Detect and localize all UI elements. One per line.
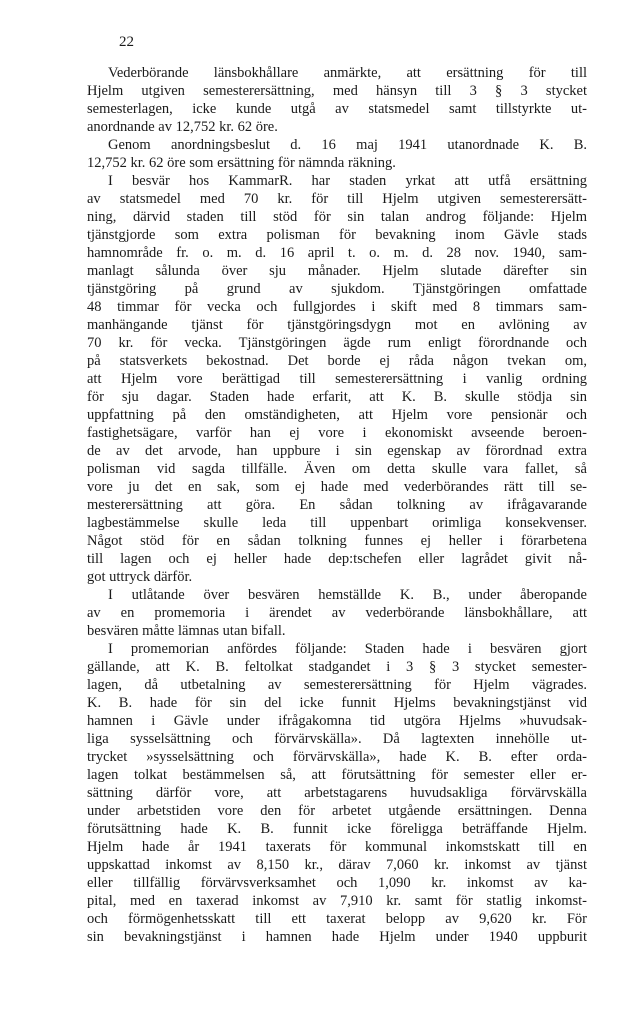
text-line: sättning därför vore, att arbetstagarens huvudsakliga förvärvskälla xyxy=(87,785,587,801)
text-line: och förmögenhetsskatt till ett taxerat belopp av 9,620 kr. För xyxy=(87,911,587,927)
text-line: Hjelm utgiven semesterersättning, med hänsyn till 3 § 3 stycket xyxy=(87,83,587,99)
text-line: eller tillfällig förvärvsverksamhet och 1,090 kr. inkomst av ka- xyxy=(87,875,587,891)
text-line: I besvär hos KammarR. har staden yrkat att utfå ersättning xyxy=(108,173,587,189)
text-line: manhängande tjänst för tjänstgöringsdygn mot en avlöning av xyxy=(87,317,587,333)
text-line: förutsättning hade K. B. funnit icke föreligga beträffande Hjelm. xyxy=(87,821,587,837)
text-line: Något stöd för en sådan tolkning funnes ej heller i förarbetena xyxy=(87,533,587,549)
text-line: anordnande av 12,752 kr. 62 öre. xyxy=(87,119,278,135)
text-line: 12,752 kr. 62 öre som ersättning för nämnda räkning. xyxy=(87,155,396,171)
text-line: lagbestämmelse skulle leda till uppenbart orimliga konsekvenser. xyxy=(87,515,587,531)
text-line: uppskattad inkomst av 8,150 kr., därav 7,060 kr. inkomst av tjänst xyxy=(87,857,587,873)
text-line: tjänstgöring på grund av sjukdom. Tjänstgöringen omfattade xyxy=(87,281,587,297)
text-line: att Hjelm vore berättigad till semesterersättning i vanlig ordning xyxy=(87,371,587,387)
text-line: tjänstgjorde som extra polisman för bevakning inom Gävle stads xyxy=(87,227,587,243)
text-line: lagen tolkat bestämmelsen så, att förutsättning för semester eller er- xyxy=(87,767,587,783)
text-line: av en promemoria i ärendet av vederbörande länsbokhållare, att xyxy=(87,605,587,621)
text-line: vore ju det en sak, som ej hade med vederbörandes rätt till se- xyxy=(87,479,587,495)
text-line: mesterersättning att göra. En sådan tolkning av ifrågavarande xyxy=(87,497,587,513)
text-line: polisman vid sagda tillfälle. Även om detta skulle vara fallet, så xyxy=(87,461,587,477)
text-line: ning, därvid staden till stöd för sin talan androg följande: Hjelm xyxy=(87,209,587,225)
text-line: Genom anordningsbeslut d. 16 maj 1941 utanordnade K. B. xyxy=(108,137,587,153)
text-line: hamnområde fr. o. m. d. 16 april t. o. m. d. 28 nov. 1940, sam- xyxy=(87,245,587,261)
page-number: 22 xyxy=(119,34,134,50)
text-line: lagen, då utbetalning av semesterersättning för Hjelm vägrades. xyxy=(87,677,587,693)
text-line: sin bevakningstjänst i hamnen hade Hjelm under 1940 uppburit xyxy=(87,929,587,945)
text-line: till lagen och ej heller hade dep:tschefen eller lagrådet givit nå- xyxy=(87,551,587,567)
text-line: got uttryck därför. xyxy=(87,569,193,585)
text-line: fastighetsägare, varför han ej vore i ekonomiskt avseende beroen- xyxy=(87,425,587,441)
text-line: på statsverkets bekostnad. Det borde ej råda någon tvekan om, xyxy=(87,353,587,369)
text-line: Hjelm hade år 1941 taxerats för kommunal inkomstskatt till en xyxy=(87,839,587,855)
text-line: trycket »sysselsättning och förvärvskälla», hade K. B. efter orda- xyxy=(87,749,587,765)
text-line: semesterlagen, icke kunde utgå av statsmedel samt tillstyrkte ut- xyxy=(87,101,587,117)
text-line: I promemorian anfördes följande: Staden hade i besvären gjort xyxy=(108,641,587,657)
text-line: gällande, att K. B. feltolkat stadgandet i 3 § 3 stycket semester- xyxy=(87,659,587,675)
text-line: manlagt sålunda över sju månader. Hjelm slutade därefter sin xyxy=(87,263,587,279)
text-line: för sju dagar. Staden hade erfarit, att K. B. skulle stödja sin xyxy=(87,389,587,405)
text-line: liga sysselsättning och förvärvskälla». Då lagtexten innehölle ut- xyxy=(87,731,587,747)
text-line: de av det arvode, han uppbure i sin egenskap av förordnad extra xyxy=(87,443,587,459)
text-line: under arbetstiden vore den för arbetet utgående ersättningen. Denna xyxy=(87,803,587,819)
text-line: 48 timmar för vecka och fullgjordes i skift med 8 timmars sam- xyxy=(87,299,587,315)
body-text xyxy=(87,64,587,946)
text-line: K. B. hade för sin del icke funnit Hjelms bevakningstjänst vid xyxy=(87,695,587,711)
text-line: besvären måtte lämnas utan bifall. xyxy=(87,623,286,639)
text-line: Vederbörande länsbokhållare anmärkte, att ersättning för till xyxy=(108,65,587,81)
text-line: I utlåtande över besvären hemställde K. B., under åberopande xyxy=(108,587,587,603)
text-line: hamnen i Gävle under ifrågakomna tid utgöra Hjelms »huvudsak- xyxy=(87,713,587,729)
text-line: av statsmedel med 70 kr. för till Hjelm utgiven semesterersätt- xyxy=(87,191,587,207)
text-line: 70 kr. för vecka. Tjänstgöringen ägde rum enligt förordnande och xyxy=(87,335,587,351)
text-line: uppfattning på den omständigheten, att Hjelm vore pensionär och xyxy=(87,407,587,423)
text-line: pital, med en taxerad inkomst av 7,910 kr. samt för statlig inkomst- xyxy=(87,893,587,909)
